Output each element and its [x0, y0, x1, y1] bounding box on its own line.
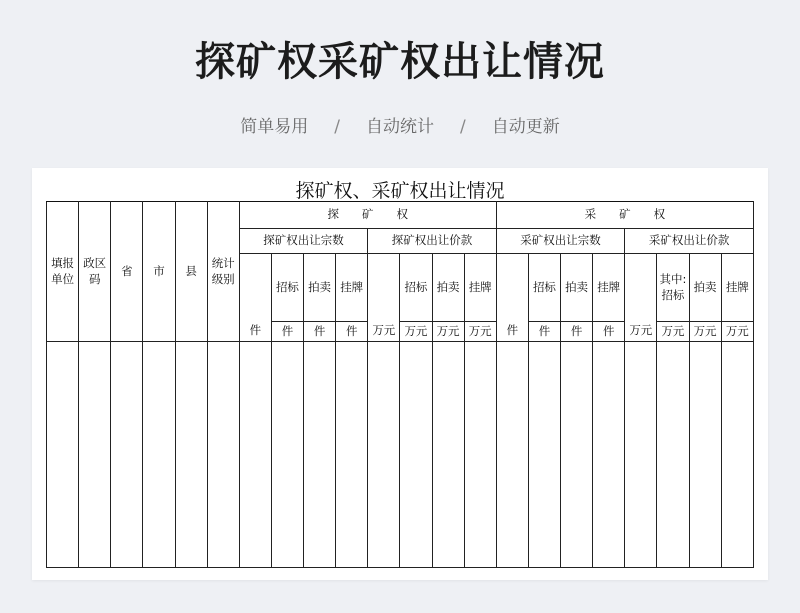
data-cell[interactable]: [496, 342, 528, 568]
unit-cell: 万元: [721, 322, 753, 342]
column-header: 挂牌: [464, 254, 496, 322]
table-title: 探矿权、采矿权出让情况: [295, 180, 505, 202]
column-header: 挂牌: [593, 254, 625, 322]
header-stat-level: 统计级别: [207, 202, 239, 342]
unit-cell: 件: [336, 322, 368, 342]
data-cell[interactable]: [207, 342, 239, 568]
unit-cell: 万元: [625, 254, 657, 342]
unit-cell: 件: [271, 322, 303, 342]
statistics-table: [46, 201, 754, 568]
page-title: 探矿权采矿权出让情况: [195, 39, 605, 85]
data-cell[interactable]: [657, 342, 689, 568]
data-cell[interactable]: [271, 342, 303, 568]
table-row: [47, 342, 754, 568]
data-cell[interactable]: [400, 342, 432, 568]
data-cell[interactable]: [528, 342, 560, 568]
tag-easy: 简单易用: [240, 117, 309, 137]
unit-cell: 万元: [432, 322, 464, 342]
data-cell[interactable]: [689, 342, 721, 568]
data-cell[interactable]: [561, 342, 593, 568]
group-exploration-right: 探 矿 权: [239, 202, 496, 229]
header-reporting-unit: 填报单位: [47, 202, 79, 342]
unit-cell: 件: [561, 322, 593, 342]
group-mining-right: 采 矿 权: [496, 202, 753, 229]
unit-cell: 件: [496, 254, 528, 342]
data-cell[interactable]: [432, 342, 464, 568]
tag-separator: /: [334, 117, 340, 137]
column-header: 拍卖: [304, 254, 336, 322]
column-header: 拍卖: [561, 254, 593, 322]
spreadsheet-preview: [32, 168, 768, 580]
unit-cell: 件: [593, 322, 625, 342]
column-header: 拍卖: [689, 254, 721, 322]
column-header: 拍卖: [432, 254, 464, 322]
header-province: 省: [111, 202, 143, 342]
data-cell[interactable]: [336, 342, 368, 568]
header-city: 市: [143, 202, 175, 342]
unit-cell: 万元: [657, 322, 689, 342]
tag-auto-update: 自动更新: [491, 117, 560, 137]
unit-cell: 万元: [400, 322, 432, 342]
data-cell[interactable]: [79, 342, 111, 568]
unit-cell: 万元: [368, 254, 400, 342]
data-cell[interactable]: [111, 342, 143, 568]
column-header: 招标: [400, 254, 432, 322]
subgroup-exploration-count: 探矿权出让宗数: [239, 229, 368, 254]
unit-cell: 件: [304, 322, 336, 342]
subgroup-mining-count: 采矿权出让宗数: [496, 229, 625, 254]
column-header: 招标: [271, 254, 303, 322]
header-region-code: 政区码: [79, 202, 111, 342]
unit-cell: 万元: [464, 322, 496, 342]
unit-cell: 万元: [689, 322, 721, 342]
unit-cell: 件: [528, 322, 560, 342]
feature-tags: [0, 112, 800, 137]
column-header: 挂牌: [721, 254, 753, 322]
data-cell[interactable]: [175, 342, 207, 568]
tag-separator: /: [460, 117, 466, 137]
data-cell[interactable]: [625, 342, 657, 568]
column-header: 挂牌: [336, 254, 368, 322]
data-cell[interactable]: [143, 342, 175, 568]
data-cell[interactable]: [464, 342, 496, 568]
data-cell[interactable]: [304, 342, 336, 568]
data-cell[interactable]: [721, 342, 753, 568]
data-cell[interactable]: [47, 342, 79, 568]
column-header: 其中:招标: [657, 254, 689, 322]
column-header: 招标: [528, 254, 560, 322]
data-cell[interactable]: [368, 342, 400, 568]
subgroup-mining-price: 采矿权出让价款: [625, 229, 754, 254]
unit-cell: 件: [239, 254, 271, 342]
subgroup-exploration-price: 探矿权出让价款: [368, 229, 497, 254]
data-cell[interactable]: [239, 342, 271, 568]
tag-auto-stat: 自动统计: [366, 117, 434, 137]
header-county: 县: [175, 202, 207, 342]
data-cell[interactable]: [593, 342, 625, 568]
